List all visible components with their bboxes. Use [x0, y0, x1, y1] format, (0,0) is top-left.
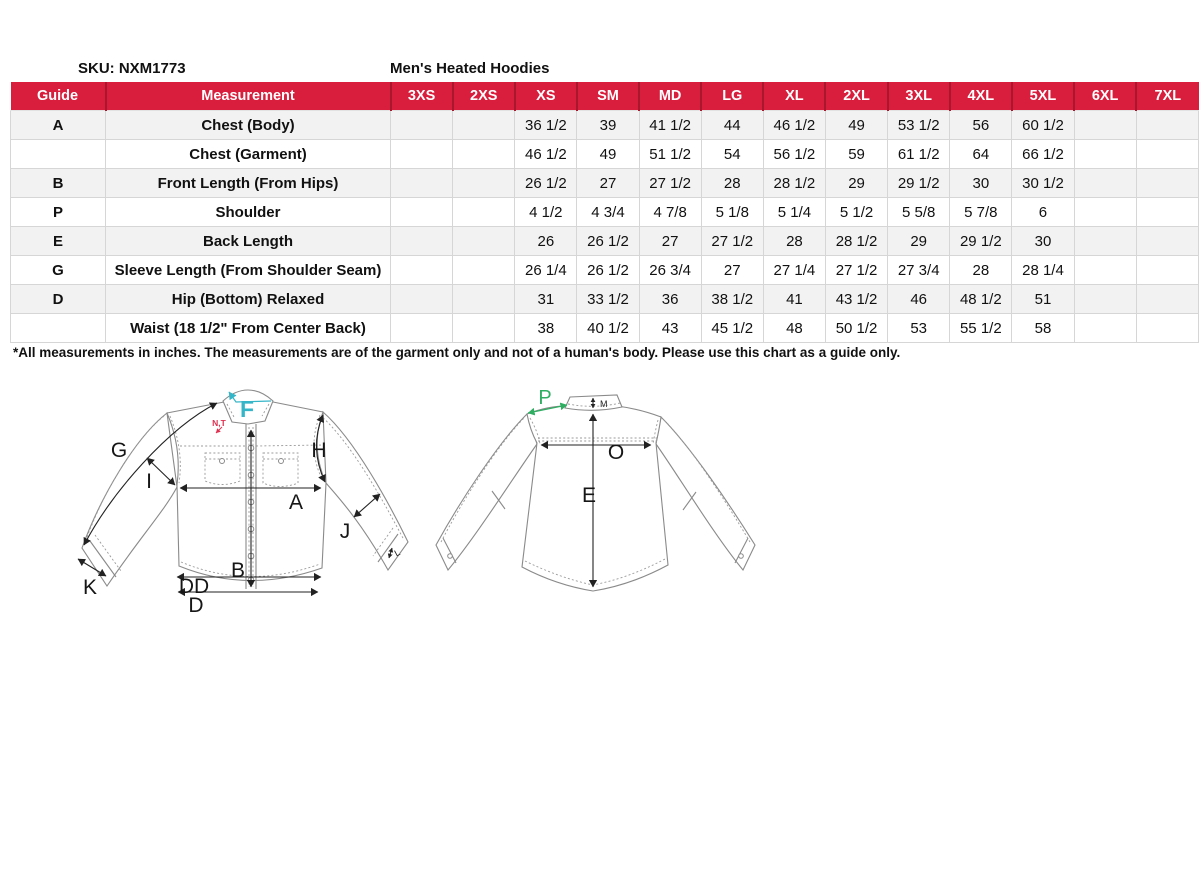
column-header-measurement: Measurement [106, 82, 391, 111]
front-label-b: B [230, 559, 246, 582]
guide-letter: P [11, 198, 106, 227]
size-chart-table [10, 82, 1199, 343]
size-value: 44 [701, 111, 763, 140]
size-value: 27 1/4 [763, 256, 825, 285]
size-value: 58 [1012, 314, 1074, 343]
column-header-xs: XS [515, 82, 577, 111]
front-label-h: H [311, 439, 327, 462]
size-value [1136, 314, 1198, 343]
measurement-name: Back Length [106, 227, 391, 256]
front-right-sleeve [323, 412, 408, 570]
size-value [1136, 111, 1198, 140]
column-header-md: MD [639, 82, 701, 111]
size-value [1074, 314, 1136, 343]
size-value: 29 1/2 [950, 227, 1012, 256]
size-value [453, 285, 515, 314]
back-right-sleeve [656, 417, 755, 570]
guide-letter [11, 314, 106, 343]
size-value [1074, 198, 1136, 227]
size-value [1074, 169, 1136, 198]
measurement-name: Shoulder [106, 198, 391, 227]
size-value: 28 [701, 169, 763, 198]
size-value: 38 1/2 [701, 285, 763, 314]
size-value [453, 169, 515, 198]
size-row [11, 314, 1199, 343]
size-value: 26 1/2 [515, 169, 577, 198]
size-value [391, 314, 453, 343]
size-value [1136, 198, 1198, 227]
size-value: 5 7/8 [950, 198, 1012, 227]
size-value: 4 7/8 [639, 198, 701, 227]
size-row [11, 140, 1199, 169]
back-left-sleeve [436, 414, 537, 570]
size-value: 53 [888, 314, 950, 343]
back-garment-diagram [425, 378, 805, 635]
size-value: 51 [1012, 285, 1074, 314]
column-header-2xl: 2XL [825, 82, 887, 111]
column-header-5xl: 5XL [1012, 82, 1074, 111]
front-label-j: J [339, 520, 351, 543]
size-value: 4 3/4 [577, 198, 639, 227]
front-label-i: I [146, 470, 152, 493]
size-value: 29 [825, 169, 887, 198]
size-value: 38 [515, 314, 577, 343]
size-value: 45 1/2 [701, 314, 763, 343]
front-label-g: G [110, 439, 128, 462]
front-label-dd: DD [178, 575, 210, 598]
size-value: 26 3/4 [639, 256, 701, 285]
front-label-f: F [239, 396, 255, 422]
size-value: 49 [825, 111, 887, 140]
size-row [11, 256, 1199, 285]
product-title: Men's Heated Hoodies [390, 60, 550, 77]
size-value: 60 1/2 [1012, 111, 1074, 140]
size-value [391, 256, 453, 285]
size-chart-body [11, 111, 1199, 343]
size-value [453, 140, 515, 169]
size-value: 27 1/2 [825, 256, 887, 285]
size-value: 5 1/2 [825, 198, 887, 227]
size-value [1136, 140, 1198, 169]
front-label-k: K [82, 576, 98, 599]
size-value [1074, 111, 1136, 140]
guide-letter: A [11, 111, 106, 140]
size-value [453, 111, 515, 140]
front-label-d: D [188, 594, 204, 617]
size-value: 5 5/8 [888, 198, 950, 227]
size-value: 66 1/2 [1012, 140, 1074, 169]
size-value: 41 1/2 [639, 111, 701, 140]
size-value [391, 111, 453, 140]
size-value [391, 169, 453, 198]
size-value: 46 1/2 [515, 140, 577, 169]
size-value: 53 1/2 [888, 111, 950, 140]
size-value: 41 [763, 285, 825, 314]
size-value: 26 1/2 [577, 227, 639, 256]
size-value [391, 140, 453, 169]
size-value: 27 [577, 169, 639, 198]
column-header-4xl: 4XL [950, 82, 1012, 111]
size-value: 27 [639, 227, 701, 256]
size-value: 5 1/8 [701, 198, 763, 227]
column-header-6xl: 6XL [1074, 82, 1136, 111]
size-value: 27 1/2 [639, 169, 701, 198]
size-value: 48 [763, 314, 825, 343]
size-value: 56 [950, 111, 1012, 140]
size-value [391, 285, 453, 314]
size-value [391, 198, 453, 227]
size-value: 26 1/2 [577, 256, 639, 285]
size-value: 43 1/2 [825, 285, 887, 314]
size-value: 29 [888, 227, 950, 256]
size-value: 36 1/2 [515, 111, 577, 140]
column-header-guide: Guide [11, 82, 106, 111]
size-value: 46 [888, 285, 950, 314]
size-value: 64 [950, 140, 1012, 169]
size-value: 49 [577, 140, 639, 169]
size-value: 55 1/2 [950, 314, 1012, 343]
size-value: 27 [701, 256, 763, 285]
size-value [1136, 227, 1198, 256]
guide-letter [11, 140, 106, 169]
size-value: 51 1/2 [639, 140, 701, 169]
guide-letter: D [11, 285, 106, 314]
back-label-p: P [538, 387, 552, 409]
column-header-sm: SM [577, 82, 639, 111]
size-chart-header [11, 82, 1199, 111]
size-value [1136, 256, 1198, 285]
size-value: 26 [515, 227, 577, 256]
guide-letter: E [11, 227, 106, 256]
size-value: 59 [825, 140, 887, 169]
size-value: 26 1/4 [515, 256, 577, 285]
size-value [1136, 169, 1198, 198]
column-header-7xl: 7XL [1136, 82, 1198, 111]
header-row [11, 82, 1199, 111]
footnote: *All measurements in inches. The measurements are of the garment only and not of a human's body. Please use this chart as a guide only. [13, 345, 901, 360]
column-header-lg: LG [701, 82, 763, 111]
size-value: 5 1/4 [763, 198, 825, 227]
size-value [1074, 227, 1136, 256]
back-label-e: E [581, 484, 597, 507]
guide-letter: G [11, 256, 106, 285]
column-header-3xl: 3XL [888, 82, 950, 111]
size-value: 56 1/2 [763, 140, 825, 169]
front-label-nt: N,T [212, 418, 226, 428]
size-value: 61 1/2 [888, 140, 950, 169]
size-value: 28 [950, 256, 1012, 285]
size-value [1074, 256, 1136, 285]
guide-letter: B [11, 169, 106, 198]
back-label-o: O [607, 441, 625, 464]
size-value [391, 227, 453, 256]
front-garment-diagram [55, 378, 435, 635]
measurement-name: Chest (Garment) [106, 140, 391, 169]
measurement-name: Sleeve Length (From Shoulder Seam) [106, 256, 391, 285]
measurement-name: Hip (Bottom) Relaxed [106, 285, 391, 314]
size-value: 40 1/2 [577, 314, 639, 343]
size-value: 43 [639, 314, 701, 343]
size-value [1074, 285, 1136, 314]
size-value: 28 1/4 [1012, 256, 1074, 285]
measurement-name: Chest (Body) [106, 111, 391, 140]
size-value: 48 1/2 [950, 285, 1012, 314]
size-value: 27 3/4 [888, 256, 950, 285]
size-value: 30 [950, 169, 1012, 198]
size-value: 4 1/2 [515, 198, 577, 227]
size-value [453, 227, 515, 256]
size-value [453, 314, 515, 343]
size-value [453, 198, 515, 227]
front-label-a: A [288, 491, 304, 514]
measurement-name: Waist (18 1/2" From Center Back) [106, 314, 391, 343]
size-value: 30 1/2 [1012, 169, 1074, 198]
size-value: 50 1/2 [825, 314, 887, 343]
sku-label: SKU: NXM1773 [78, 60, 186, 77]
size-value: 33 1/2 [577, 285, 639, 314]
size-value: 29 1/2 [888, 169, 950, 198]
size-value [453, 256, 515, 285]
size-value: 36 [639, 285, 701, 314]
size-value: 6 [1012, 198, 1074, 227]
size-value: 31 [515, 285, 577, 314]
size-row [11, 111, 1199, 140]
size-row [11, 198, 1199, 227]
size-value: 28 1/2 [825, 227, 887, 256]
column-header-xl: XL [763, 82, 825, 111]
column-header-2xs: 2XS [453, 82, 515, 111]
size-value: 46 1/2 [763, 111, 825, 140]
size-value: 39 [577, 111, 639, 140]
size-row [11, 169, 1199, 198]
size-value [1074, 140, 1136, 169]
front-label-l: L [392, 547, 402, 559]
size-row [11, 227, 1199, 256]
size-value [1136, 285, 1198, 314]
size-row [11, 285, 1199, 314]
size-value: 54 [701, 140, 763, 169]
size-value: 30 [1012, 227, 1074, 256]
size-value: 27 1/2 [701, 227, 763, 256]
measurement-name: Front Length (From Hips) [106, 169, 391, 198]
back-label-m: M [600, 399, 608, 409]
size-value: 28 1/2 [763, 169, 825, 198]
column-header-3xs: 3XS [391, 82, 453, 111]
front-left-sleeve [82, 413, 177, 586]
size-value: 28 [763, 227, 825, 256]
